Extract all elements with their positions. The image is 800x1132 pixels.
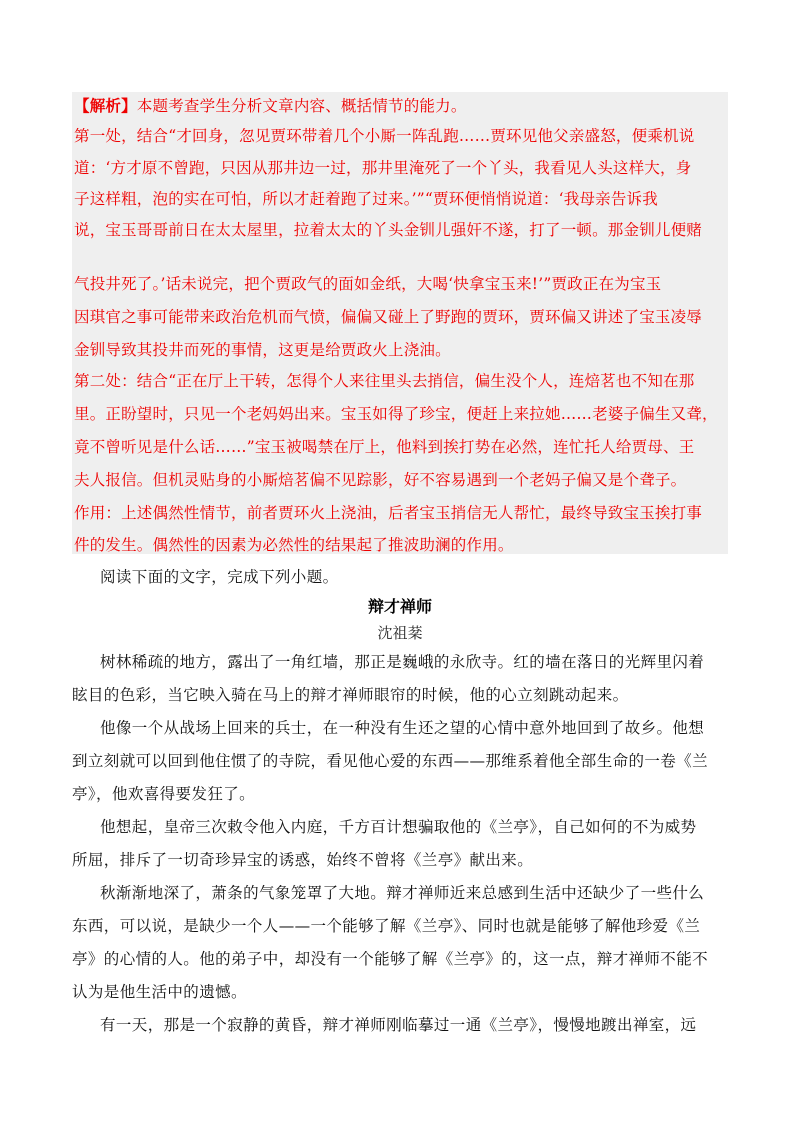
analysis-line-10: 里。正盼望时，只见一个老妈妈出来。宝玉如得了珍宝，便赶上来拉她……老婆子偏生又聋， bbox=[74, 405, 718, 423]
article-line-2: 眩目的色彩，当它映入骑在马上的辩才禅师眼帘的时候，他的心立刻跳动起来。 bbox=[72, 686, 629, 704]
analysis-line-13: 作用：上述偶然性情节，前者贾环火上浇油，后者宝玉捎信无人帮忙，最终导致宝玉挨打事 bbox=[74, 504, 703, 522]
article-line-3: 他像一个从战场上回来的兵士，在一种没有生还之望的心情中意外地回到了故乡。他想 bbox=[100, 719, 705, 737]
article-line-10: 亭》的心情的人。他的弟子中，却没有一个能够了解《兰亭》的，这一点，辩才禅师不能不 bbox=[72, 950, 709, 968]
analysis-line-8: 金钏导致其投井而死的事情，这更是给贾政火上浇油。 bbox=[74, 341, 451, 359]
article-author: 沈祖棻 bbox=[377, 624, 423, 642]
analysis-line-11: 竟不曾听见是什么话……”宝玉被喝禁在厅上，他料到挨打势在必然，连忙托人给贾母、王 bbox=[74, 438, 695, 456]
analysis-line-4: 子这样粗，泡的实在可怕，所以才赶着跑了过来。’”“贾环便悄悄说道：‘我母亲告诉我 bbox=[74, 190, 658, 208]
article-line-4: 到立刻就可以回到他住惯了的寺院，看见他心爱的东西——那维系着他全部生命的一卷《兰 bbox=[72, 752, 709, 770]
analysis-line-9: 第二处：结合“正在厅上干转，怎得个人来往里头去捎信，偏生没个人，连焙茗也不知在那 bbox=[74, 372, 695, 390]
article-line-11: 认为是他生活中的遗憾。 bbox=[72, 983, 247, 1001]
analysis-line-5: 说，宝玉哥哥前日在太太屋里，拉着太太的丫头金钏儿强奸不遂，打了一顿。那金钏儿便赌 bbox=[74, 221, 703, 239]
analysis-tag: 【解析】 bbox=[74, 96, 137, 115]
article-line-7: 所屈，排斥了一切奇珍异宝的诱惑，始终不曾将《兰亭》献出来。 bbox=[72, 851, 534, 869]
analysis-line-14: 件的发生。偶然性的因素为必然性的结果起了推波助澜的作用。 bbox=[74, 536, 514, 554]
analysis-line-7: 因琪官之事可能带来政治危机而气愤，偏偏又碰上了野跑的贾环，贾环偏又讲述了宝玉凌辱 bbox=[74, 308, 703, 326]
analysis-line-12: 夫人报信。但机灵贴身的小厮焙茗偏不见踪影，好不容易遇到一个老妈子偏又是个聋子。 bbox=[74, 471, 687, 489]
analysis-line-6: 气投井死了。’话未说完，把个贾政气的面如金纸，大喝‘快拿宝玉来!’”贾政正在为宝玉 bbox=[74, 275, 662, 293]
article-line-9: 东西，可以说，是缺少一个人——一个能够了解《兰亭》、同时也就是能够了解他珍爱《兰 bbox=[72, 917, 701, 935]
analysis-line-3: 道：‘方才原不曾跑，只因从那井边一过，那井里淹死了一个丫头，我看见人头这样大，身 bbox=[74, 159, 692, 177]
article-line-12: 有一天，那是一个寂静的黄昏，辩才禅师刚临摹过一通《兰亭》，慢慢地踱出禅室，远 bbox=[100, 1016, 697, 1034]
article-line-5: 亭》，他欢喜得要发狂了。 bbox=[72, 785, 256, 803]
article-line-1: 树林稀疏的地方，露出了一角红墙，那正是巍峨的永欣寺。红的墙在落日的光辉里闪着 bbox=[100, 653, 705, 671]
article-line-6: 他想起，皇帝三次敕令他入内庭，千方百计想骗取他的《兰亭》，自己如何的不为威势 bbox=[100, 818, 697, 836]
article-title: 辩才禅师 bbox=[367, 597, 432, 616]
article-line-8: 秋渐渐地深了，萧条的气象笼罩了大地。辩才禅师近来总感到生活中还缺少了一些什么 bbox=[100, 884, 705, 902]
analysis-line-1: 【解析】本题考查学生分析文章内容、概括情节的能力。 bbox=[74, 96, 467, 115]
analysis-line-2: 第一处，结合“才回身，忽见贾环带着几个小厮一阵乱跑……贾环见他父亲盛怒，便乘机说 bbox=[74, 127, 695, 145]
instruction: 阅读下面的文字，完成下列小题。 bbox=[100, 568, 339, 586]
